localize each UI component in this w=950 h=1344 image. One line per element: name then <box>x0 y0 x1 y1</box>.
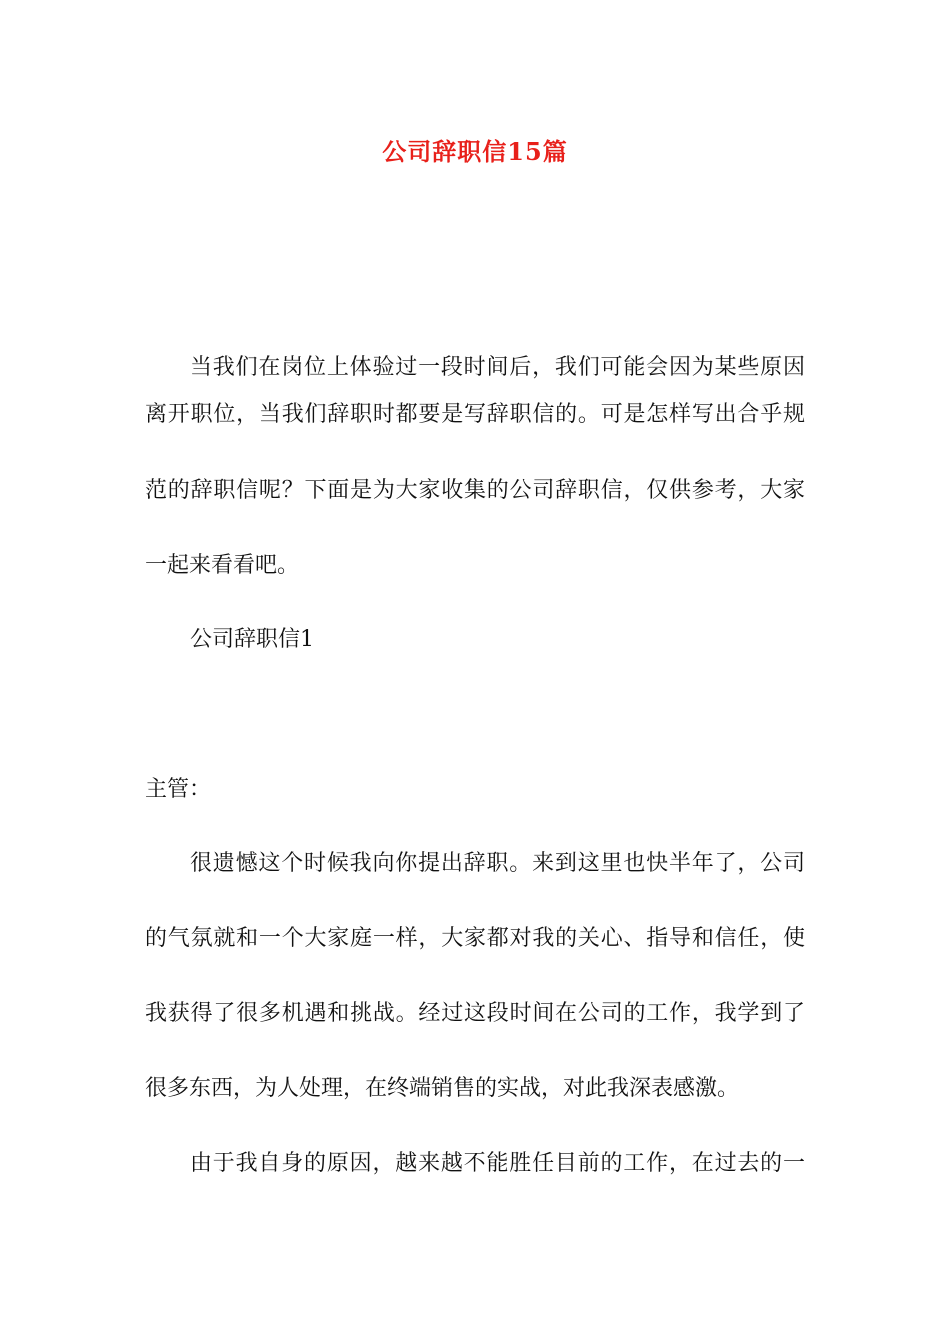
document-title: 公司辞职信15篇 <box>382 137 568 166</box>
body-line-5: 由于我自身的原因，越来越不能胜任目前的工作，在过去的一 <box>190 1151 805 1176</box>
body-line-1: 很遗憾这个时候我向你提出辞职。来到这里也快半年了，公司 <box>190 851 805 876</box>
intro-line-1: 当我们在岗位上体验过一段时间后，我们可能会因为某些原因 <box>190 355 805 380</box>
body-line-4: 很多东西，为人处理，在终端销售的实战，对此我深表感激。 <box>145 1076 740 1101</box>
body-line-3: 我获得了很多机遇和挑战。经过这段时间在公司的工作，我学到了 <box>145 1001 805 1026</box>
section-heading: 公司辞职信1 <box>190 627 314 652</box>
intro-line-3: 范的辞职信呢？下面是为大家收集的公司辞职信，仅供参考，大家 <box>145 478 805 503</box>
intro-line-4: 一起来看看吧。 <box>145 553 300 578</box>
intro-line-2: 离开职位，当我们辞职时都要是写辞职信的。可是怎样写出合乎规 <box>145 402 805 427</box>
salutation: 主管： <box>145 777 212 802</box>
body-line-2: 的气氛就和一个大家庭一样，大家都对我的关心、指导和信任，使 <box>145 926 805 951</box>
